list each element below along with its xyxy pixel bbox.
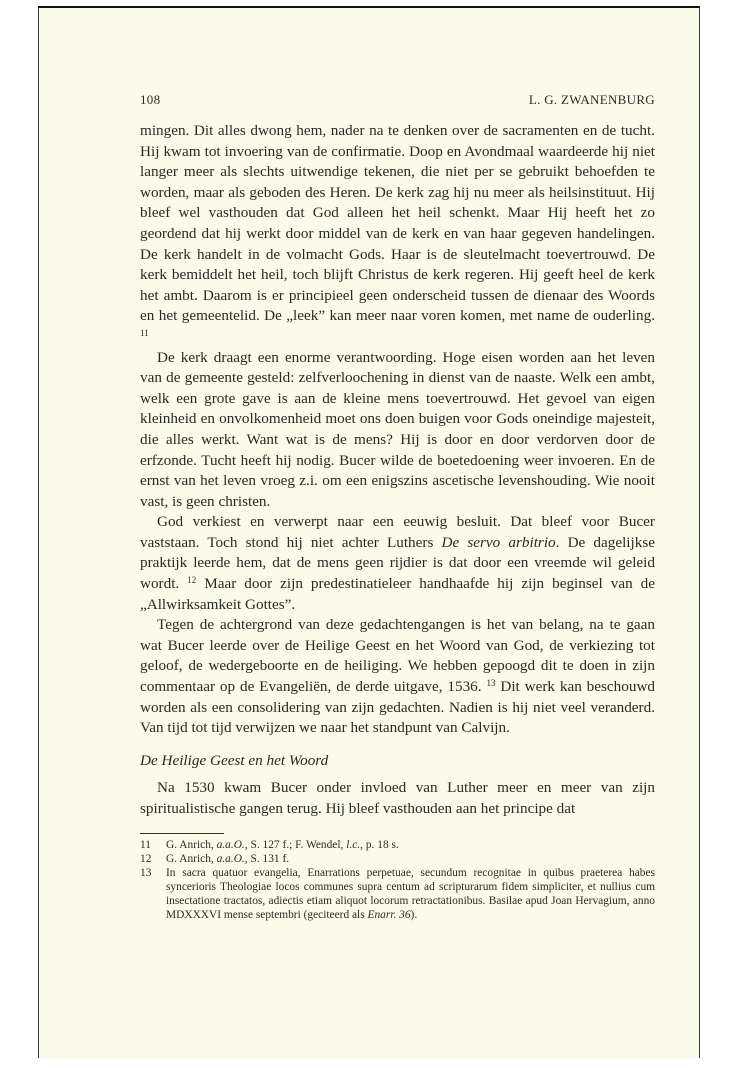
footnote: 13 In sacra quatuor evangelia, Enarrations perpetuae, secundum recognitae in quibus praeterea habes syncerioris Theologiae locos communes supra centum ad scripturarum fidem simpliciter, et nullius cum insectatione tractatos, adiectis etiam aliquot locorum retractationibus. Basilae apud Joan Hervagium, anno MDXXXVI mense septembri (geciteerd als Enarr. 36). [140, 867, 655, 921]
paragraph-text: Tegen de achtergrond van deze gedachtengangen is het van belang, na te gaan wat Bucer leerde over de Heilige Geest en het Woord van God, de verkiezing tot geloof, de wedergeboorte en de heiliging. We hebben gepoogd dit te doen in zijn commentaar op de Evangeliën, de derde uitgave, 1536. [140, 616, 655, 696]
footnote: 11 G. Anrich, a.a.O., S. 127 f.; F. Wendel, l.c., p. 18 s. [140, 839, 399, 851]
footnotes [140, 838, 655, 922]
footnote-divider [140, 833, 224, 834]
footnote-ref: 13 [486, 678, 496, 689]
footnote-number: 11 [140, 839, 151, 851]
page-number: 108 [140, 92, 161, 107]
paragraph [140, 121, 655, 348]
paragraph [140, 348, 655, 513]
footnote: 12 G. Anrich, a.a.O., S. 131 f. [140, 853, 290, 865]
section-heading: De Heilige Geest en het Woord [140, 752, 329, 769]
paragraph-text: Maar door zijn predestinatieleer handhaafde hij zijn beginsel van de „Allwirksamkeit Gottes”. [140, 575, 655, 613]
book-title: De servo arbitrio [441, 533, 556, 551]
paragraph-text: De kerk draagt een enorme verantwoording. Hoge eisen worden aan het leven van de gemeente gesteld: zelfverloochening in dienst van de naaste. Welk een ambt, welk een grote gave is aan de kleine mens toevertrouwd. Het gevoel van eigen kleinheid en onvolkomenheid moet ons doen buigen voor Gods oneindige majesteit, die alles werkt. Want wat is de mens? Hij is door en door verdorven door de erfzonde. Tucht heeft hij nodig. Bucer wilde de boetedoening weer invoeren. En de ernst van het leven vroeg z.i. om een enigszins ascetische levenshouding. Wie nooit vast, is geen christen. [140, 348, 655, 510]
footnote-ref: 12 [187, 575, 197, 586]
paragraph-text: God verkiest en verwerpt naar een eeuwig besluit. Dat bleef voor Bucer vaststaan. Toch stond hij niet achter Luthers [140, 513, 655, 551]
footnote-number: 12 [140, 853, 152, 865]
running-head-author: L. G. ZWANENBURG [528, 92, 655, 107]
paragraph-text: Dit werk kan beschouwd worden als een consolidering van zijn gedachten. Nadien is hij niet veel veranderd. Van tijd tot tijd verwijzen we naar het standpunt van Calvijn. [140, 678, 656, 737]
section-paragraph: Na 1530 kwam Bucer onder invloed van Luther meer en meer van zijn spiritualistische gangen terug. Hij bleef vasthouden aan het principe dat [140, 779, 655, 817]
footnote-number: 13 [140, 867, 152, 879]
paragraph-text: . De dagelijkse praktijk leerde hem, dat de mens geen rijdier is dat door een vreemde wil geleid wordt. [140, 533, 655, 593]
footnote-ref: 11 [140, 327, 149, 338]
paragraph [140, 512, 655, 615]
main-text [140, 121, 655, 739]
paragraph-text: mingen. Dit alles dwong hem, nader na te denken over de sacramenten en de tucht. Hij kwam tot invoering van de confirmatie. Doop en Avondmaal waardeerde hij niet langer meer als slechts uitwendige tekenen, die niet per se gebruikt behoefden te worden, maar als geboden des Heren. De kerk zag hij nu meer als heilsinstituut. Hij bleef wel vasthouden dat God alleen het heil schenkt. Maar Hij heeft het zo geordend dat hij werkt door middel van de kerk en van haar gegeven handelingen. De kerk handelt in de volmacht Gods. Haar is de sleutelmacht toevertrouwd. De kerk bemiddelt het heil, toch blijft Christus de kerk regeren. Hij geeft heel de kerk het ambt. Daarom is er principieel geen onderscheid tussen de dienaar des Woords en het gemeentelid. De „leek” kan meer naar voren komen, met name de ouderling. [140, 122, 655, 325]
paragraph [140, 615, 655, 739]
